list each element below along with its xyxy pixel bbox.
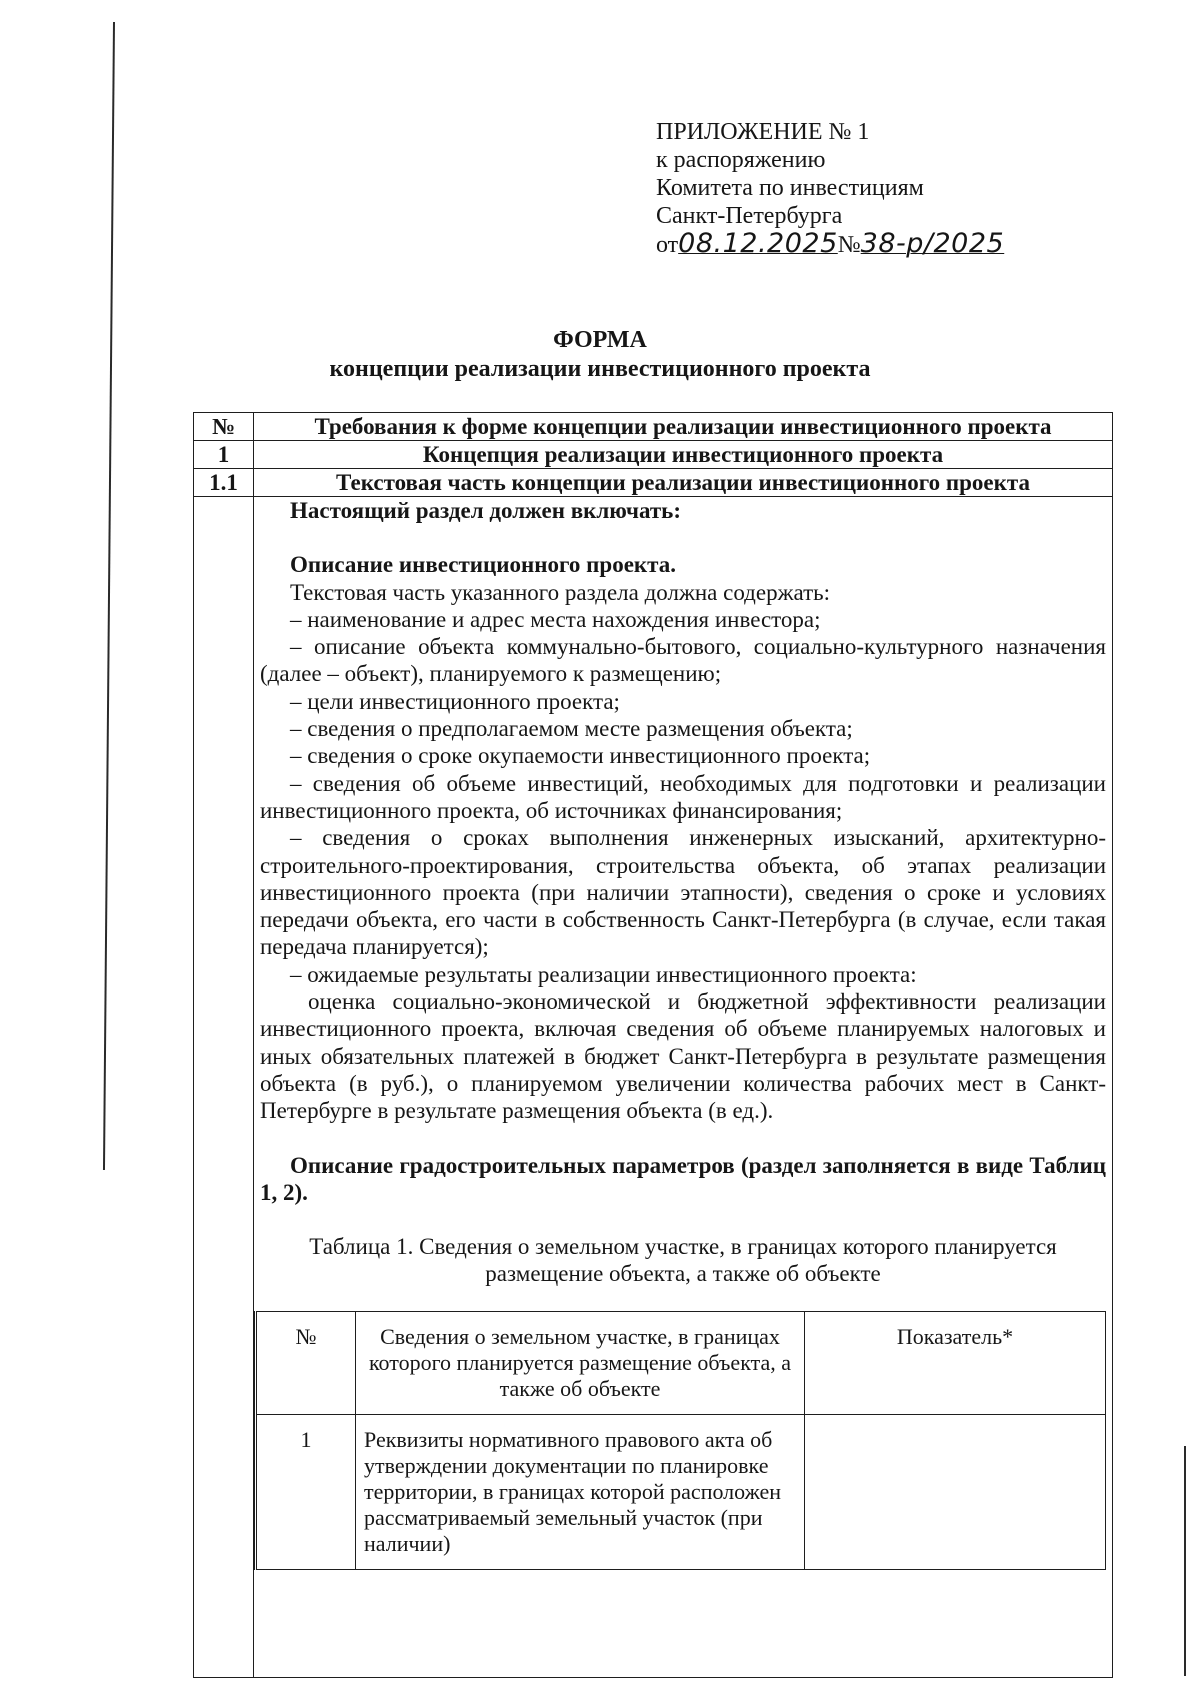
form-title: ФОРМА (553, 327, 647, 353)
header-text: Требования к форме концепции реализации инвестиционного проекта (254, 413, 1113, 441)
list-item: – сведения о сроках выполнения инженерных изысканий, архитектурно-строительного-проектирования, строительства объекта, об этапах реализации инвестиционного проекта (при наличии этапности), сведения о сроке и условиях передачи объекта, его части в собственность Санкт-Петербурга (в случае, если такая передача планируется); (260, 825, 1106, 960)
date-prefix: от (656, 232, 679, 258)
list-item: – сведения о предполагаемом месте размещения объекта; (290, 716, 853, 742)
annex-to-order: к распоряжению (656, 147, 826, 173)
inner-header-num: № (256, 1312, 356, 1415)
spacer (260, 1125, 1106, 1152)
content-row (194, 497, 1113, 1678)
intro-text: Настоящий раздел должен включать: (290, 498, 681, 523)
list-item: – сведения об объеме инвестиций, необходимых для подготовки и реализации инвестиционного проекта, об источниках финансирования; (260, 770, 1106, 823)
scan-margin-line-right (1184, 1446, 1186, 1676)
annex-header (656, 118, 1004, 259)
row-num: 1.1 (194, 469, 254, 497)
handwritten-number: 38-р/2025 (860, 228, 1005, 259)
list-item: – цели инвестиционного проекта; (290, 688, 620, 714)
land-plot-table (254, 1311, 1106, 1570)
list-item: – наименование и адрес места нахождения инвестора; (290, 606, 821, 632)
number-prefix: № (837, 232, 861, 258)
assessment-text: оценка социально-экономической и бюджетной эффективности реализации инвестиционного проекта, включая сведения об объеме планируемых налоговых и иных обязательных платежей в бюджет Санкт-Петербурга в результате размещения объекта (в руб.), о планируемом увеличении количества рабочих мест в Санкт-Петербурге в результате размещения объекта (в ед.). (260, 989, 1106, 1124)
list-item: – описание объекта коммунально-бытового, социально-культурного назначения (далее – объект), планируемого к размещению; (260, 634, 1106, 687)
header-num: № (194, 413, 254, 441)
urban-params-heading: Описание градостроительных параметров (раздел заполняется в виде Таблиц 1, 2). (260, 1152, 1106, 1205)
inner-header-value: Показатель* (805, 1312, 1106, 1415)
annex-title: ПРИЛОЖЕНИЕ № 1 (656, 119, 870, 145)
annex-date-line (656, 230, 1004, 259)
handwritten-date: 08.12.2025 (678, 228, 838, 259)
table-row (194, 441, 1113, 469)
form-subtitle: концепции реализации инвестиционного проекта (329, 356, 871, 382)
spacer (260, 524, 1106, 551)
inner-row-text: Реквизиты нормативного правового акта об утверждении документации по планировке территории, в границах которой расположен рассматриваемый земельный участок (при наличии) (356, 1415, 805, 1570)
table-row (256, 1415, 1106, 1570)
empty-num-cell (194, 497, 254, 1678)
row-num: 1 (194, 441, 254, 469)
spacer (260, 1206, 1106, 1233)
row-text: Концепция реализации инвестиционного проекта (254, 441, 1113, 469)
annex-city: Санкт-Петербурга (656, 203, 843, 229)
requirements-table (193, 412, 1113, 1678)
description-heading: Описание инвестиционного проекта. (290, 552, 676, 578)
scan-margin-line (103, 22, 115, 1170)
content-cell (254, 497, 1113, 1678)
inner-row-value (805, 1415, 1106, 1570)
annex-committee: Комитета по инвестициям (656, 175, 924, 201)
table1-caption: Таблица 1. Сведения о земельном участке, в границах которого планируется размещение объекта, а также об объекте (309, 1234, 1057, 1287)
form-title-block (0, 326, 1200, 384)
table-row (194, 469, 1113, 497)
list-item: – ожидаемые результаты реализации инвестиционного проекта: (290, 961, 917, 987)
text-part-intro: Текстовая часть указанного раздела должна содержать: (290, 579, 831, 605)
row-text: Текстовая часть концепции реализации инвестиционного проекта (254, 469, 1113, 497)
table-header-row (194, 413, 1113, 441)
inner-table-header (256, 1312, 1106, 1415)
inner-header-info: Сведения о земельном участке, в границах которого планируется размещение объекта, а также об объекте (356, 1312, 805, 1415)
list-item: – сведения о сроке окупаемости инвестиционного проекта; (290, 743, 871, 769)
inner-row-num: 1 (256, 1415, 356, 1570)
